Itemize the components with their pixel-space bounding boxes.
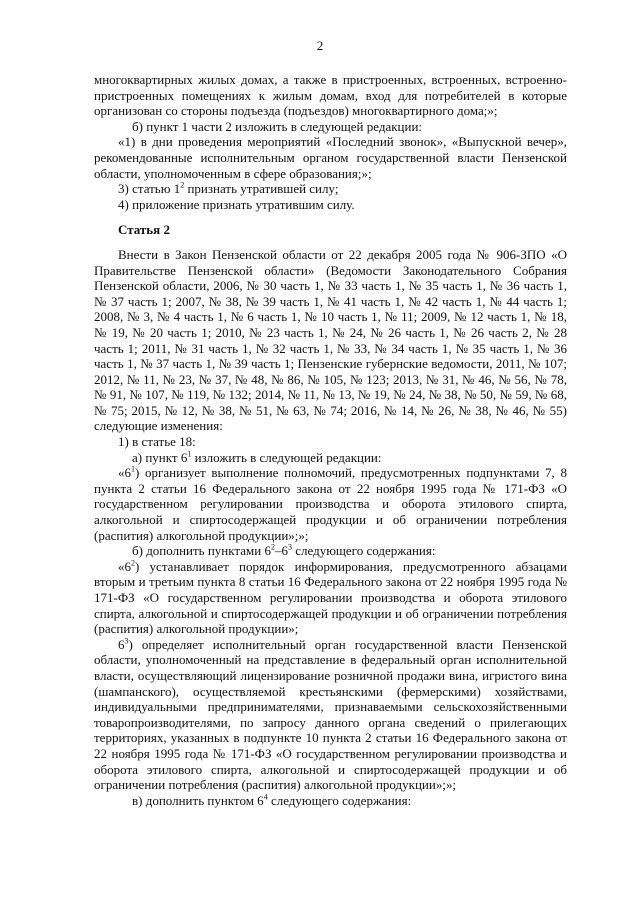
text-run: следующего содержания: [291, 543, 436, 559]
superscript: 1 [187, 449, 192, 459]
text-run: в) дополнить пунктом 6 [132, 792, 264, 808]
document-body [94, 72, 567, 808]
superscript: 4 [263, 792, 268, 802]
text-run: б) дополнить пунктами 6 [132, 543, 271, 559]
paragraph-item-v [94, 793, 567, 809]
superscript: 3 [287, 542, 292, 552]
superscript: 2 [180, 180, 185, 190]
paragraph-article-2-intro: Внести в Закон Пензенской области от 22 декабря 2005 года № 906-ЗПО «О Правительстве Пензенской области» (Ведомости Законодательного Собрания Пензенской области, 2006, № 30 часть 1, № 33 часть 1, № 35 часть 1, № 36 часть 1, № 37 часть 1; 2007, № 38, № 39 часть 1, № 41 часть 1, № 42 часть 1, № 44 часть 1; 2008, № 3, № 4 часть 1, № 6 часть 1, № 10 часть 1, № 11; 2009, № 12 часть 1, № 18, № 19, № 20 часть 1; 2010, № 23 часть 1, № 24, № 26 часть 1, № 26 часть 2, № 28 часть 1; 2011, № 31 часть 1, № 32 часть 1, № 33, № 34 часть 1, № 35 часть 1, № 36 часть 1, № 37 часть 1, № 39 часть 1; Пензенские губернские ведомости, 2011, № 107; 2012, № 11, № 23, № 37, № 48, № 86, № 105, № 123; 2013, № 31, № 46, № 56, № 78, № 91, № 107, № 119, № 132; 2014, № 11, № 13, № 19, № 24, № 38, № 50, № 59, № 68, № 75; 2015, № 12, № 38, № 51, № 63, № 74; 2016, № 14, № 26, № 38, № 46, № 55) следующие изменения: [94, 246, 567, 434]
page-number: 2 [316, 38, 324, 53]
text-run: –6 [274, 543, 288, 559]
text-run: 6 [118, 636, 125, 652]
text-run: ) организует выполнение полномочий, предусмотренных подпунктами 7, 8 пункта 2 статьи 16 Федерального закона от 22 ноября 1995 года № 171-ФЗ «О государственном регулировании производства и оборота этилового спирта, алкогольной и спиртосодержащей продукции и об ограничении потребления (распития) алкогольной продукции»;»; [94, 465, 567, 543]
text-run: следующего содержания: [267, 792, 412, 808]
paragraph-point-6-2 [94, 559, 567, 637]
paragraph-item-4: 4) приложение признать утратившим силу. [118, 196, 355, 212]
paragraph-point-6-3 [94, 637, 567, 793]
text-run: ) определяет исполнительный орган государственной власти Пензенской области, уполномоченный на представление в федеральный орган исполнительной власти, осуществляющий лицензирование розничной продажи вина, игристого вина (шампанского), осуществляемой крестьянскими (фермерскими) хозяйствами, индивидуальными предпринимателями, признаваемыми сельскохозяйственными товаропроизводителями, по запросу данного органа сведений о прилегающих территориях, указанных в подпункте 10 пункта 2 статьи 16 Федерального закона от 22 ноября 1995 года № 171-ФЗ «О государственном регулировании производства и оборота этилового спирта, алкогольной и спиртосодержащей продукции и об ограничении потребления (распития) алкогольной продукции»;»; [94, 636, 567, 793]
paragraph-item-3 [94, 181, 567, 197]
text-run: 3) статью 1 [118, 181, 181, 197]
superscript: 1 [131, 464, 135, 474]
superscript: 2 [131, 558, 135, 568]
text-run: признать утратившей силу; [184, 181, 339, 197]
paragraph-item-b-2 [94, 543, 567, 559]
paragraph-item-b: б) пункт 1 части 2 изложить в следующей редакции: [132, 118, 423, 134]
paragraph-point-6-1 [94, 465, 567, 543]
paragraph-quote-1: «1) в дни проведения мероприятий «Последний звонок», «Выпускной вечер», рекомендованные исполнительным органом государственной власти Пензенской области, уполномоченным в сфере образования;»; [94, 134, 567, 181]
text-run: изложить в следующей редакции: [191, 449, 382, 465]
superscript: 3 [124, 636, 129, 646]
paragraph-item-1: 1) в статье 18: [118, 434, 196, 450]
superscript: 2 [270, 542, 275, 552]
text-run: ) устанавливает порядок информирования, предусмотренного абзацами вторым и третьим пункта 8 статьи 16 Федерального закона от 22 ноября 1995 года № 171-ФЗ «О государственном регулировании производства и оборота этилового спирта, алкогольной и спиртосодержащей продукции и об ограничении потребления (распития) алкогольной продукции»; [94, 558, 567, 637]
paragraph-item-a [94, 450, 567, 466]
text-run: «6 [118, 558, 131, 574]
paragraph-continuation: многоквартирных жилых домах, а также в пристроенных, встроенных, встроенно-пристроенных помещениях к жилым домам, вход для потребителей в которые организован со стороны подъезда (подъездов) многоквартирного дома;»; [94, 72, 567, 119]
article-heading: Статья 2 [118, 222, 170, 238]
text-run: «6 [118, 465, 131, 481]
text-run: а) пункт 6 [132, 449, 188, 465]
